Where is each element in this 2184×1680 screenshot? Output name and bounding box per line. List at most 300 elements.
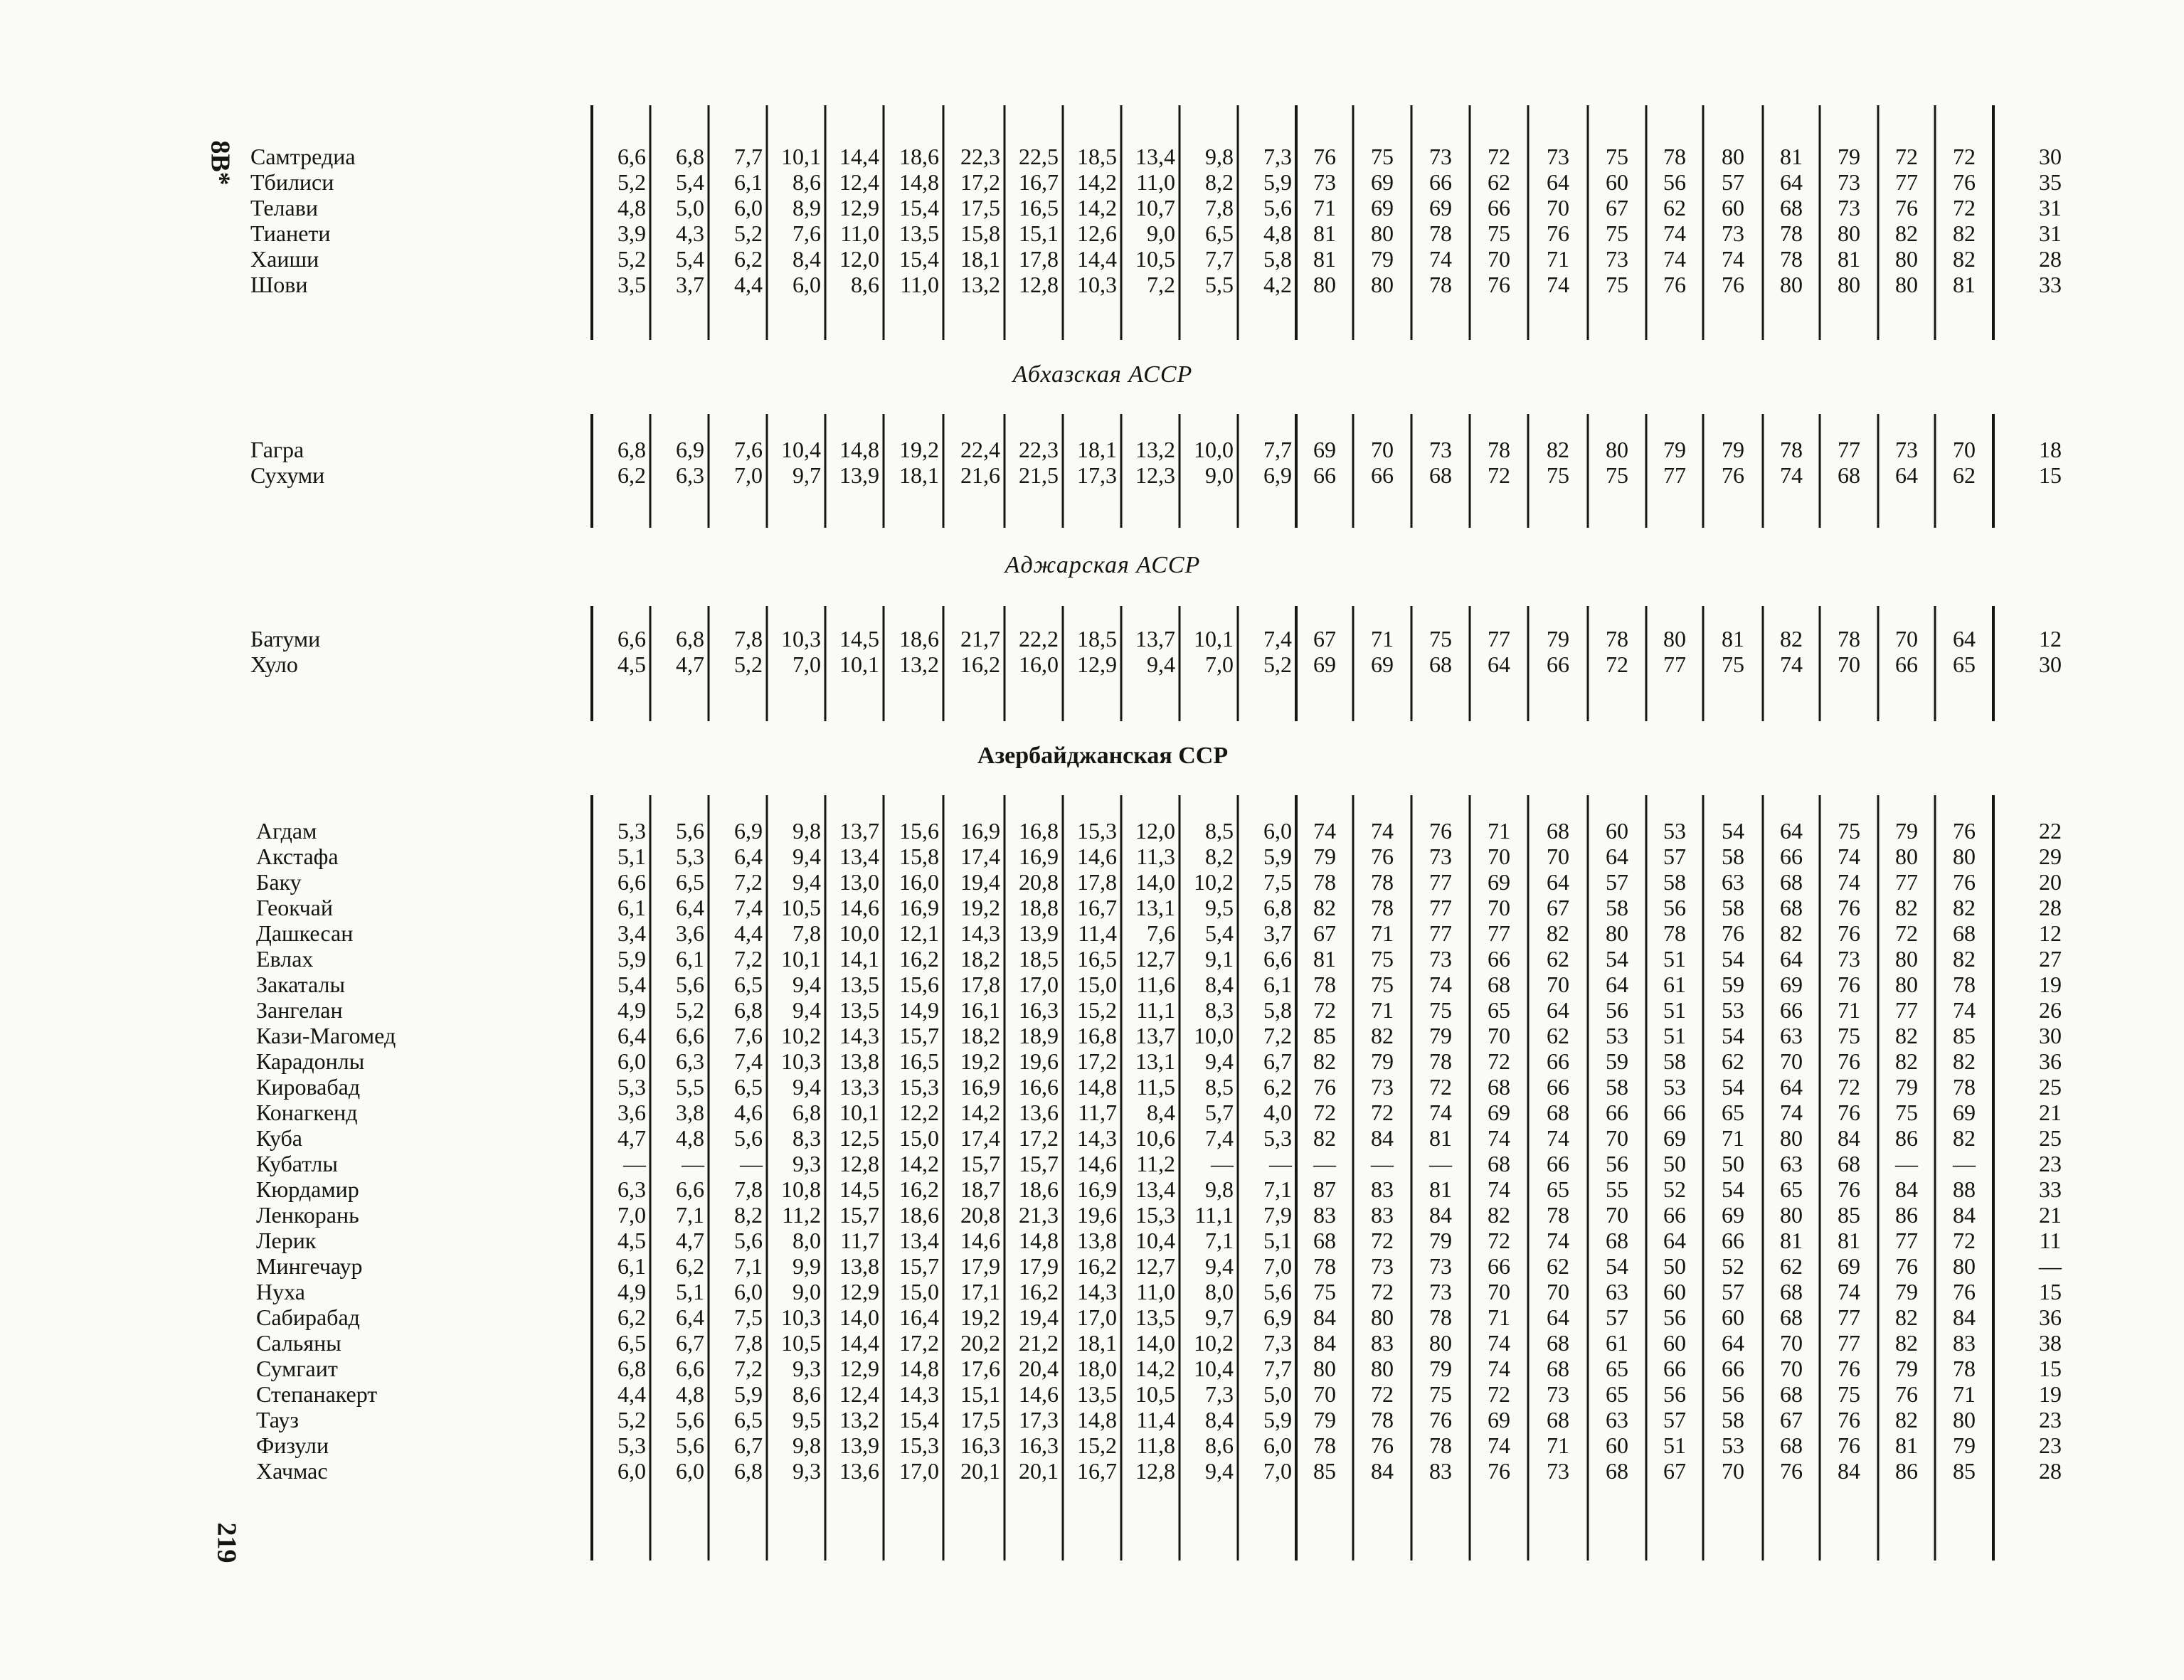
temperature-cell: 16,2: [899, 1176, 939, 1202]
temperature-cell: 6,0: [793, 272, 821, 297]
temperature-cell: 10,3: [781, 1048, 821, 1074]
temperature-cell: 5,4: [617, 972, 646, 997]
temperature-cell: 13,4: [839, 844, 879, 869]
humidity-cell: 72: [1488, 462, 1510, 488]
humidity-cell: 80: [1371, 220, 1394, 246]
temperature-cell: 6,1: [1263, 972, 1292, 997]
temperature-cell: 17,2: [1077, 1048, 1117, 1074]
station-name: Батуми: [250, 626, 321, 652]
temperature-cell: 6,2: [676, 1253, 704, 1279]
temperature-cell: 10,3: [781, 626, 821, 652]
temperature-cell: 8,6: [851, 272, 879, 297]
humidity-cell: 67: [1606, 195, 1628, 220]
temperature-cell: 20,2: [960, 1330, 1000, 1356]
temperature-cell: 15,0: [1077, 972, 1117, 997]
humidity-cell: 73: [1429, 1279, 1452, 1304]
humidity-cell: 82: [1488, 1202, 1510, 1228]
count-cell: 12: [2039, 626, 2062, 652]
temperature-cell: 6,9: [676, 437, 704, 462]
humidity-cell: 66: [1663, 1356, 1686, 1381]
humidity-cell: 77: [1895, 869, 1918, 895]
humidity-cell: 69: [1780, 972, 1803, 997]
temperature-cell: 10,5: [1135, 1381, 1175, 1407]
humidity-cell: 79: [1895, 818, 1918, 844]
humidity-cell: 79: [1838, 144, 1860, 169]
humidity-cell: 81: [1429, 1176, 1452, 1202]
count-cell: 35: [2039, 169, 2062, 195]
temperature-cell: 17,2: [1019, 1125, 1059, 1151]
humidity-cell: 82: [1780, 626, 1803, 652]
temperature-cell: 14,2: [1077, 195, 1117, 220]
humidity-cell: 74: [1663, 220, 1686, 246]
humidity-cell: 84: [1838, 1125, 1860, 1151]
temperature-cell: 20,1: [1019, 1458, 1059, 1484]
station-name: Шови: [250, 272, 308, 297]
temperature-cell: 6,8: [617, 1356, 646, 1381]
temperature-cell: 6,1: [676, 946, 704, 972]
temperature-cell: 7,4: [1263, 626, 1292, 652]
humidity-cell: 68: [1780, 1381, 1803, 1407]
humidity-cell: 70: [1488, 1279, 1510, 1304]
temperature-cell: 15,0: [899, 1279, 939, 1304]
temperature-cell: 7,1: [676, 1202, 704, 1228]
humidity-cell: 73: [1429, 844, 1452, 869]
humidity-cell: 50: [1663, 1253, 1686, 1279]
temperature-cell: 17,0: [899, 1458, 939, 1484]
temperature-cell: 11,8: [1136, 1432, 1175, 1458]
humidity-cell: 85: [1953, 1458, 1976, 1484]
temperature-cell: 10,5: [781, 895, 821, 920]
temperature-cell: 16,9: [899, 895, 939, 920]
humidity-cell: 69: [1488, 1100, 1510, 1125]
humidity-cell: 88: [1953, 1176, 1976, 1202]
temperature-cell: 16,8: [1077, 1023, 1117, 1048]
temperature-cell: 13,2: [839, 1407, 879, 1432]
humidity-cell: 76: [1488, 1458, 1510, 1484]
humidity-cell: 68: [1780, 195, 1803, 220]
humidity-cell: 74: [1663, 246, 1686, 272]
temperature-cell: 13,5: [899, 220, 939, 246]
humidity-cell: 72: [1488, 1381, 1510, 1407]
count-cell: 27: [2039, 946, 2062, 972]
temperature-cell: 11,7: [840, 1228, 879, 1253]
humidity-cell: 64: [1780, 1074, 1803, 1100]
humidity-cell: 77: [1838, 1304, 1860, 1330]
temperature-cell: 18,2: [960, 946, 1000, 972]
humidity-cell: 73: [1429, 1253, 1452, 1279]
humidity-cell: 68: [1780, 1304, 1803, 1330]
temperature-cell: 22,3: [1019, 437, 1059, 462]
temperature-cell: 12,9: [839, 195, 879, 220]
humidity-cell: 82: [1780, 920, 1803, 946]
humidity-cell: 78: [1953, 1356, 1976, 1381]
humidity-cell: 52: [1722, 1253, 1744, 1279]
humidity-cell: 72: [1895, 144, 1918, 169]
temperature-cell: 11,1: [1194, 1202, 1234, 1228]
temperature-cell: 12,9: [839, 1356, 879, 1381]
humidity-cell: 64: [1547, 869, 1569, 895]
count-cell: 21: [2039, 1100, 2062, 1125]
temperature-cell: 14,3: [1077, 1125, 1117, 1151]
humidity-cell: —: [1895, 1151, 1918, 1176]
temperature-cell: 5,5: [676, 1074, 704, 1100]
humidity-cell: 80: [1313, 1356, 1336, 1381]
temperature-cell: 7,0: [1263, 1253, 1292, 1279]
temperature-cell: 13,1: [1135, 895, 1175, 920]
temperature-cell: —: [1211, 1151, 1234, 1176]
humidity-cell: 84: [1371, 1458, 1394, 1484]
temperature-cell: 4,0: [1263, 1100, 1292, 1125]
temperature-cell: 7,7: [1205, 246, 1234, 272]
temperature-cell: 13,0: [839, 869, 879, 895]
temperature-cell: 14,6: [1077, 1151, 1117, 1176]
humidity-cell: 77: [1663, 652, 1686, 677]
temperature-cell: 13,7: [1135, 626, 1175, 652]
station-name: Закаталы: [256, 972, 345, 997]
humidity-cell: 51: [1663, 1023, 1686, 1048]
humidity-cell: 62: [1488, 169, 1510, 195]
temperature-cell: 9,4: [793, 972, 821, 997]
temperature-cell: 3,6: [676, 920, 704, 946]
temperature-cell: 22,4: [960, 437, 1000, 462]
temperature-cell: 14,0: [1135, 869, 1175, 895]
humidity-cell: 82: [1895, 895, 1918, 920]
temperature-cell: 9,7: [1205, 1304, 1234, 1330]
humidity-cell: 73: [1895, 437, 1918, 462]
humidity-cell: 70: [1547, 844, 1569, 869]
humidity-cell: 66: [1547, 1151, 1569, 1176]
temperature-cell: 7,8: [734, 1176, 763, 1202]
temperature-cell: 18,8: [1019, 895, 1059, 920]
temperature-cell: 18,9: [1019, 1023, 1059, 1048]
humidity-cell: 81: [1780, 144, 1803, 169]
temperature-cell: 9,3: [793, 1151, 821, 1176]
humidity-cell: 78: [1313, 972, 1336, 997]
humidity-cell: 80: [1313, 272, 1336, 297]
humidity-cell: 78: [1838, 626, 1860, 652]
count-cell: —: [2039, 1253, 2062, 1279]
temperature-cell: 7,0: [734, 462, 763, 488]
station-name: Куба: [256, 1125, 302, 1151]
temperature-cell: 6,6: [676, 1176, 704, 1202]
temperature-cell: 5,6: [1263, 1279, 1292, 1304]
temperature-cell: 10,3: [781, 1304, 821, 1330]
temperature-cell: 21,3: [1019, 1202, 1059, 1228]
temperature-cell: 10,5: [781, 1330, 821, 1356]
temperature-cell: 7,2: [734, 1356, 763, 1381]
humidity-cell: 76: [1722, 920, 1744, 946]
temperature-cell: 16,3: [1019, 997, 1059, 1023]
humidity-cell: 85: [1313, 1023, 1336, 1048]
temperature-cell: 11,1: [1136, 997, 1175, 1023]
temperature-cell: 19,6: [1077, 1202, 1117, 1228]
temperature-cell: 7,0: [793, 652, 821, 677]
temperature-cell: 10,1: [1194, 626, 1234, 652]
humidity-cell: 63: [1606, 1279, 1628, 1304]
temperature-cell: 5,1: [617, 844, 646, 869]
temperature-cell: —: [740, 1151, 763, 1176]
humidity-cell: 79: [1371, 246, 1394, 272]
temperature-cell: 17,0: [1019, 972, 1059, 997]
temperature-cell: 18,0: [1077, 1356, 1117, 1381]
humidity-cell: 58: [1663, 1048, 1686, 1074]
temperature-cell: 16,9: [1019, 844, 1059, 869]
humidity-cell: 54: [1722, 818, 1744, 844]
temperature-cell: 12,3: [1135, 462, 1175, 488]
temperature-cell: 10,8: [781, 1176, 821, 1202]
temperature-cell: 5,3: [617, 1074, 646, 1100]
humidity-cell: 78: [1953, 972, 1976, 997]
humidity-cell: 65: [1780, 1176, 1803, 1202]
humidity-cell: 80: [1371, 272, 1394, 297]
humidity-cell: 64: [1488, 652, 1510, 677]
temperature-cell: 17,9: [960, 1253, 1000, 1279]
count-cell: 26: [2039, 997, 2062, 1023]
humidity-cell: 57: [1606, 869, 1628, 895]
humidity-cell: 59: [1606, 1048, 1628, 1074]
temperature-cell: 9,3: [793, 1356, 821, 1381]
temperature-cell: 7,2: [1147, 272, 1175, 297]
humidity-cell: 78: [1606, 626, 1628, 652]
humidity-cell: 70: [1722, 1458, 1744, 1484]
temperature-cell: 13,7: [1135, 1023, 1175, 1048]
temperature-cell: 6,4: [676, 1304, 704, 1330]
humidity-cell: 72: [1838, 1074, 1860, 1100]
temperature-cell: 12,4: [839, 1381, 879, 1407]
humidity-cell: 73: [1547, 1381, 1569, 1407]
humidity-cell: 54: [1722, 1074, 1744, 1100]
humidity-cell: 72: [1606, 652, 1628, 677]
temperature-cell: 18,5: [1077, 144, 1117, 169]
temperature-cell: 17,5: [960, 195, 1000, 220]
temperature-cell: 9,4: [793, 1074, 821, 1100]
station-name: Кюрдамир: [256, 1176, 359, 1202]
temperature-cell: 14,4: [839, 144, 879, 169]
temperature-cell: 4,9: [617, 997, 646, 1023]
station-name: Гагра: [250, 437, 304, 462]
humidity-cell: 66: [1547, 652, 1569, 677]
humidity-cell: 72: [1313, 997, 1336, 1023]
humidity-cell: 53: [1663, 1074, 1686, 1100]
count-cell: 33: [2039, 272, 2062, 297]
humidity-cell: 74: [1547, 1125, 1569, 1151]
temperature-cell: 6,3: [617, 1176, 646, 1202]
temperature-cell: 14,3: [839, 1023, 879, 1048]
temperature-cell: 4,7: [676, 1228, 704, 1253]
temperature-cell: 13,4: [1135, 1176, 1175, 1202]
humidity-cell: 76: [1838, 895, 1860, 920]
temperature-cell: 8,2: [1205, 169, 1234, 195]
page-number: 219: [211, 1522, 242, 1563]
temperature-cell: 5,7: [1205, 1100, 1234, 1125]
temperature-cell: 8,6: [793, 1381, 821, 1407]
humidity-cell: 71: [1488, 818, 1510, 844]
humidity-cell: 81: [1895, 1432, 1918, 1458]
humidity-cell: 73: [1547, 144, 1569, 169]
temperature-cell: 16,3: [1019, 1432, 1059, 1458]
temperature-cell: 8,9: [793, 195, 821, 220]
temperature-cell: 13,2: [960, 272, 1000, 297]
temperature-cell: 16,3: [960, 1432, 1000, 1458]
humidity-cell: 69: [1371, 652, 1394, 677]
temperature-cell: 8,4: [1205, 972, 1234, 997]
temperature-cell: 16,7: [1077, 895, 1117, 920]
humidity-cell: 51: [1663, 946, 1686, 972]
humidity-cell: 72: [1371, 1100, 1394, 1125]
humidity-cell: 73: [1313, 169, 1336, 195]
humidity-cell: 82: [1895, 1407, 1918, 1432]
temperature-cell: 3,5: [617, 272, 646, 297]
temperature-cell: 14,3: [960, 920, 1000, 946]
temperature-cell: 22,3: [960, 144, 1000, 169]
humidity-cell: 64: [1722, 1330, 1744, 1356]
humidity-cell: 74: [1838, 844, 1860, 869]
temperature-cell: 14,4: [1077, 246, 1117, 272]
temperature-cell: 9,4: [793, 997, 821, 1023]
temperature-cell: 5,0: [676, 195, 704, 220]
humidity-cell: 78: [1371, 1407, 1394, 1432]
temperature-cell: 17,8: [1077, 869, 1117, 895]
temperature-cell: 7,5: [1263, 869, 1292, 895]
humidity-cell: 78: [1953, 1074, 1976, 1100]
humidity-cell: 75: [1606, 272, 1628, 297]
humidity-cell: 76: [1953, 169, 1976, 195]
temperature-cell: 5,6: [734, 1125, 763, 1151]
station-name: Тауз: [256, 1407, 299, 1432]
temperature-cell: 5,2: [617, 169, 646, 195]
temperature-cell: 7,4: [1205, 1125, 1234, 1151]
temperature-cell: 5,9: [1263, 1407, 1292, 1432]
humidity-cell: 69: [1953, 1100, 1976, 1125]
humidity-cell: 73: [1429, 946, 1452, 972]
temperature-cell: 5,1: [1263, 1228, 1292, 1253]
temperature-cell: 10,3: [1077, 272, 1117, 297]
temperature-cell: 9,8: [793, 818, 821, 844]
humidity-cell: 85: [1313, 1458, 1336, 1484]
humidity-cell: 78: [1547, 1202, 1569, 1228]
temperature-cell: 5,2: [617, 1407, 646, 1432]
humidity-cell: 68: [1547, 1407, 1569, 1432]
humidity-cell: 70: [1780, 1330, 1803, 1356]
humidity-cell: 70: [1371, 437, 1394, 462]
temperature-cell: 6,0: [617, 1048, 646, 1074]
temperature-cell: 16,2: [960, 652, 1000, 677]
humidity-cell: 68: [1780, 869, 1803, 895]
humidity-cell: 68: [1547, 1356, 1569, 1381]
humidity-cell: 75: [1371, 972, 1394, 997]
humidity-cell: 70: [1895, 626, 1918, 652]
humidity-cell: 76: [1722, 462, 1744, 488]
humidity-cell: 70: [1606, 1202, 1628, 1228]
humidity-cell: 69: [1488, 1407, 1510, 1432]
humidity-cell: 75: [1895, 1100, 1918, 1125]
humidity-cell: 82: [1313, 1048, 1336, 1074]
humidity-cell: 65: [1488, 997, 1510, 1023]
temperature-cell: 7,2: [734, 869, 763, 895]
humidity-cell: 62: [1953, 462, 1976, 488]
humidity-cell: 76: [1895, 1381, 1918, 1407]
section-title: Аджарская АССР: [1004, 552, 1201, 578]
temperature-cell: 5,6: [734, 1228, 763, 1253]
humidity-cell: 75: [1429, 1381, 1452, 1407]
station-name: Евлах: [256, 946, 314, 972]
temperature-cell: 15,7: [839, 1202, 879, 1228]
temperature-cell: 6,3: [676, 462, 704, 488]
temperature-cell: 7,5: [734, 1304, 763, 1330]
count-cell: 11: [2039, 1228, 2062, 1253]
count-cell: 18: [2039, 437, 2062, 462]
humidity-cell: 53: [1663, 818, 1686, 844]
humidity-cell: 78: [1429, 272, 1452, 297]
temperature-cell: 11,5: [1136, 1074, 1175, 1100]
temperature-cell: 9,4: [793, 844, 821, 869]
humidity-cell: 76: [1429, 1407, 1452, 1432]
temperature-cell: 10,4: [1135, 1228, 1175, 1253]
temperature-cell: 8,0: [1205, 1279, 1234, 1304]
humidity-cell: 78: [1780, 437, 1803, 462]
humidity-cell: 64: [1663, 1228, 1686, 1253]
humidity-cell: 79: [1895, 1356, 1918, 1381]
humidity-cell: 66: [1488, 946, 1510, 972]
temperature-cell: 5,9: [734, 1381, 763, 1407]
humidity-cell: 74: [1313, 818, 1336, 844]
humidity-cell: 51: [1663, 997, 1686, 1023]
count-cell: 38: [2039, 1330, 2062, 1356]
humidity-cell: 84: [1953, 1304, 1976, 1330]
humidity-cell: 65: [1953, 652, 1976, 677]
humidity-cell: 80: [1606, 920, 1628, 946]
temperature-cell: 6,9: [734, 818, 763, 844]
humidity-cell: 58: [1606, 895, 1628, 920]
temperature-cell: 15,0: [899, 1125, 939, 1151]
temperature-cell: 9,4: [1147, 652, 1175, 677]
humidity-cell: 86: [1895, 1125, 1918, 1151]
temperature-cell: 17,3: [1077, 462, 1117, 488]
temperature-cell: 9,8: [793, 1432, 821, 1458]
temperature-cell: 9,4: [793, 869, 821, 895]
station-name: Сальяны: [256, 1330, 341, 1356]
humidity-cell: 58: [1663, 869, 1686, 895]
temperature-cell: 8,4: [1205, 1407, 1234, 1432]
humidity-cell: 73: [1606, 246, 1628, 272]
temperature-cell: 15,2: [1077, 1432, 1117, 1458]
humidity-cell: 80: [1838, 272, 1860, 297]
humidity-cell: 70: [1547, 1279, 1569, 1304]
count-cell: 28: [2039, 895, 2062, 920]
humidity-cell: 63: [1722, 869, 1744, 895]
temperature-cell: 5,2: [1263, 652, 1292, 677]
temperature-cell: 14,3: [899, 1381, 939, 1407]
humidity-cell: 76: [1547, 220, 1569, 246]
temperature-cell: 4,2: [1263, 272, 1292, 297]
temperature-cell: 7,3: [1263, 1330, 1292, 1356]
humidity-cell: 69: [1313, 437, 1336, 462]
temperature-cell: —: [1269, 1151, 1292, 1176]
humidity-cell: 60: [1606, 1432, 1628, 1458]
humidity-cell: 74: [1488, 1356, 1510, 1381]
humidity-cell: 80: [1780, 1125, 1803, 1151]
humidity-cell: 69: [1371, 169, 1394, 195]
humidity-cell: 67: [1313, 920, 1336, 946]
temperature-cell: 6,1: [617, 1253, 646, 1279]
temperature-cell: 8,5: [1205, 818, 1234, 844]
humidity-cell: 76: [1722, 272, 1744, 297]
temperature-cell: 4,8: [676, 1381, 704, 1407]
temperature-cell: 15,8: [960, 220, 1000, 246]
temperature-cell: 7,3: [1205, 1381, 1234, 1407]
temperature-cell: 11,3: [1136, 844, 1175, 869]
humidity-cell: 71: [1838, 997, 1860, 1023]
